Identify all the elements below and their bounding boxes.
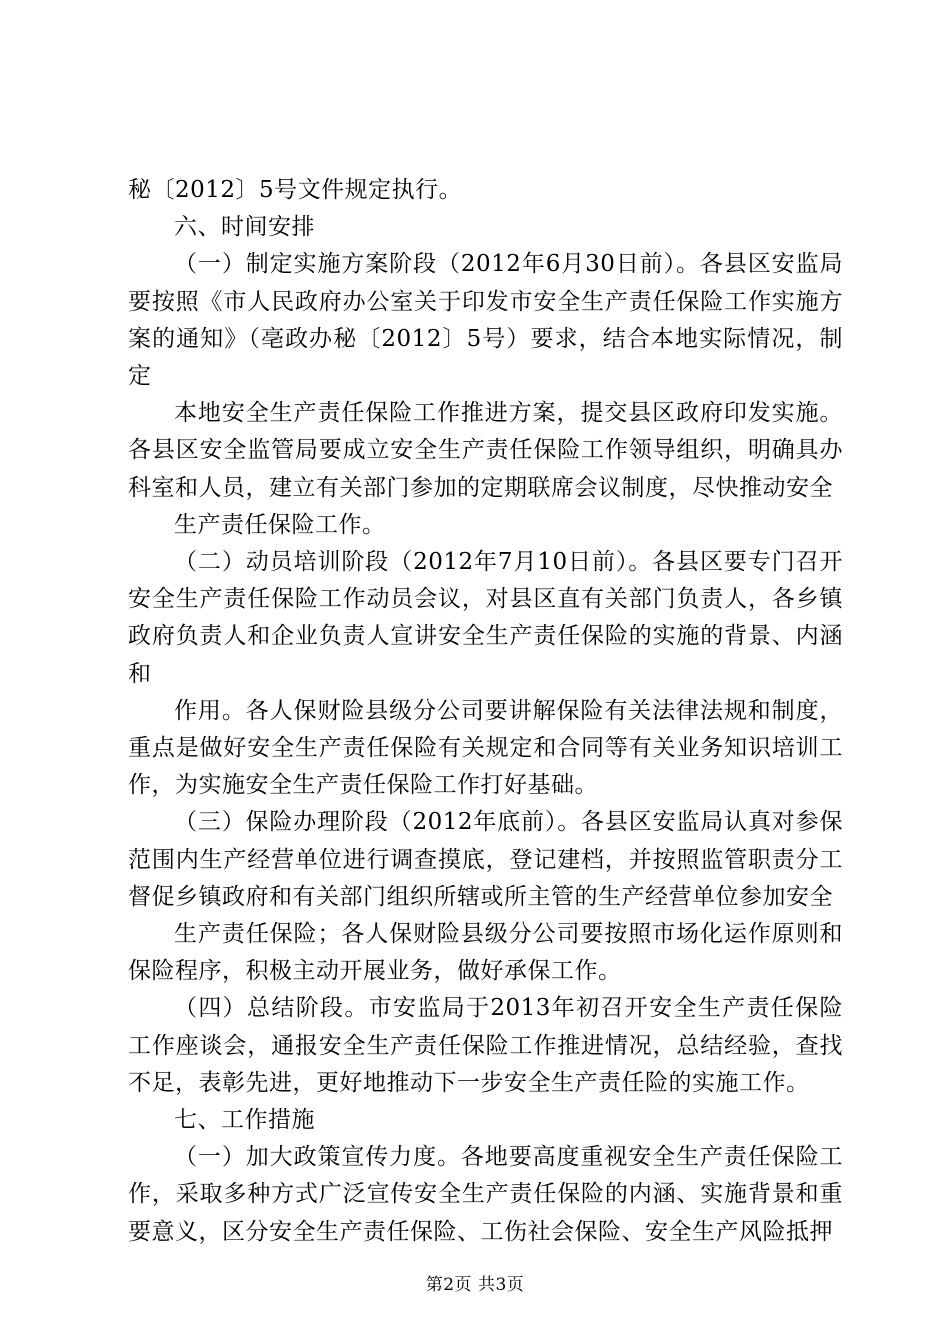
section-heading-schedule: 六、时间安排 — [174, 214, 315, 241]
paragraph-stage-1: （一）制定实施方案阶段（2012年6月30日前）。各县区安监局要按照《市人民政府办公室关于印发市安全生产责任保险工作实施方案的通知》（亳政办秘〔2012〕5号）要求，结合本地实际情况，制定 — [128, 251, 843, 390]
paragraph-stage-1-end: 生产责任保险工作。 — [174, 511, 386, 538]
paragraph-stage-2: （二）动员培训阶段（2012年7月10日前）。各县区要专门召开安全生产责任保险工作动员会议，对县区直有关部门负责人，各乡镇政府负责人和企业负责人宣讲安全生产责任保险的实施的背景、内涵和 — [128, 549, 843, 687]
section-heading-measures: 七、工作措施 — [174, 1107, 315, 1134]
paragraph-continuation: 秘〔2012〕5号文件规定执行。 — [128, 177, 463, 203]
paragraph-stage-1-cont: 本地安全生产责任保险工作推进方案，提交县区政府印发实施。各县区安全监管局要成立安全生产责任保险工作领导组织，明确具办科室和人员，建立有关部门参加的定期联席会议制度，尽快推动安全 — [128, 400, 843, 501]
paragraph-measure-1: （一）加大政策宣传力度。各地要高度重视安全生产责任保险工作，采取多种方式广泛宣传安全生产责任保险的内涵、实施背景和重要意义，区分安全生产责任保险、工伤社会保险、安全生产风险抵押 — [128, 1144, 843, 1245]
page-number-footer: 第2页 共3页 — [425, 1275, 525, 1295]
paragraph-stage-4: （四）总结阶段。市安监局于2013年初召开安全生产责任保险工作座谈会，通报安全生产责任保险工作推进情况，总结经验，查找不足，表彰先进，更好地推动下一步安全生产责任险的实施工作。 — [128, 995, 843, 1096]
body-text — [128, 172, 843, 1251]
paragraph-stage-3: （三）保险办理阶段（2012年底前）。各县区安监局认真对参保范围内生产经营单位进行调查摸底，登记建档，并按照监管职责分工督促乡镇政府和有关部门组织所辖或所主管的生产经营单位参加安全 — [128, 809, 843, 910]
paragraph-stage-3-cont: 生产责任保险；各人保财险县级分公司要按照市场化运作原则和保险程序，积极主动开展业务，做好承保工作。 — [128, 921, 843, 985]
paragraph-stage-2-cont: 作用。各人保财险县级分公司要讲解保险有关法律法规和制度，重点是做好安全生产责任保险有关规定和合同等有关业务知识培训工作，为实施安全生产责任保险工作打好基础。 — [128, 697, 843, 799]
